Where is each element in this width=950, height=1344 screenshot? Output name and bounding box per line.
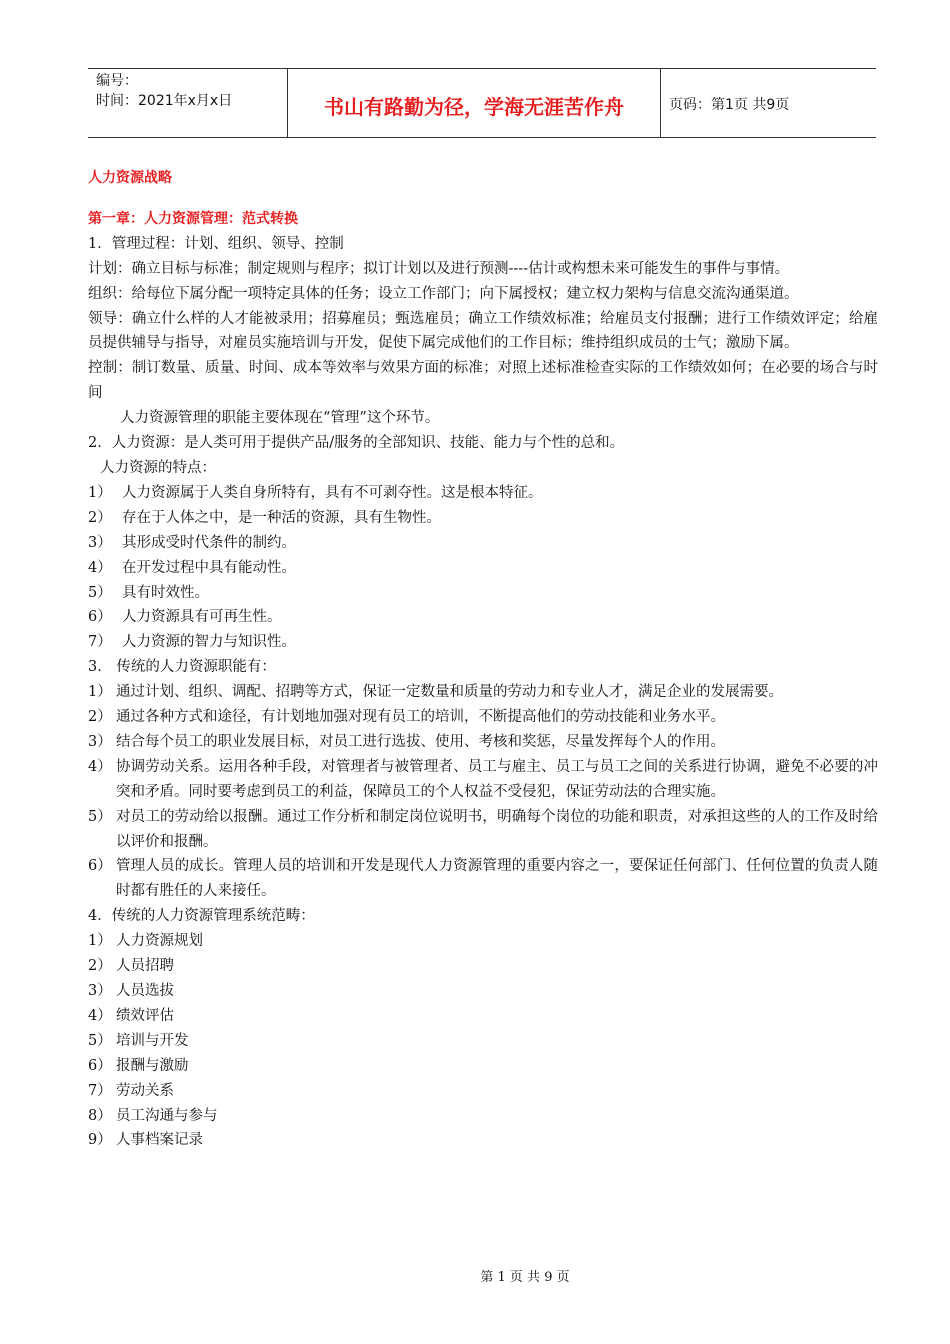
list-item (88, 1004, 878, 1029)
list-item-text: 具有时效性。 (122, 584, 209, 601)
list-item-text: 对员工的劳动给以报酬。通过工作分析和制定岗位说明书，明确每个岗位的功能和职责，对承担这些的人的工作及时给以评价和报酬。 (116, 808, 878, 850)
paragraph-organize: 组织：给每位下属分配一项特定具体的任务；设立工作部门；向下属授权；建立权力架构与信息交流沟通渠道。 (88, 285, 799, 302)
number-label: 编号： (96, 73, 138, 89)
time-label: 时间：2021年x月x日 (96, 93, 233, 109)
list-item-number: 3） (88, 733, 112, 750)
list-item-number: 5） (88, 584, 112, 601)
list-item-text: 管理人员的成长。管理人员的培训和开发是现代人力资源管理的重要内容之一，要保证任何部门、任何位置的负责人随时都有胜任的人来接任。 (116, 858, 878, 900)
list-item-number: 1） (88, 484, 112, 501)
list-item-number: 6） (88, 609, 112, 626)
list-item-text: 人员招聘 (116, 958, 174, 975)
list-item-text: 人员选拔 (116, 983, 174, 999)
list-item-number: 9） (88, 1132, 112, 1149)
list-item-text: 通过计划、组织、调配、招聘等方式，保证一定数量和质量的劳动力和专业人才，满足企业的发展需要。 (116, 684, 783, 701)
list-item (88, 755, 878, 805)
list-item-text: 劳动关系 (116, 1082, 174, 1099)
list-item-text: 培训与开发 (116, 1032, 189, 1049)
motto-text: 书山有路勤为径，学海无涯苦作舟 (324, 94, 624, 119)
list-item-number: 6） (88, 858, 112, 875)
list-item (88, 805, 878, 855)
list-item (88, 730, 878, 755)
list-item (88, 556, 878, 581)
list-item-text: 报酬与激励 (116, 1057, 189, 1074)
list-item-number: 8） (88, 1107, 112, 1124)
paragraph-lead: 领导：确立什么样的人才能被录用；招募雇员；甄选雇员；确立工作绩效标准；给雇员支付报酬；进行工作绩效评定；给雇员提供辅导与指导，对雇员实施培训与开发，促使下属完成他们的工作目标；维持组织成员的士气；激励下属。 (88, 310, 878, 352)
list-item (88, 630, 878, 655)
list-item-text: 人力资源具有可再生性。 (122, 609, 282, 626)
section-1-heading: 1．管理过程：计划、组织、领导、控制 (88, 235, 344, 252)
list-item-text: 人力资源规划 (116, 933, 203, 950)
page-number-label: 页码：第1页 共9页 (669, 97, 790, 113)
chapter-heading: 第一章：人力资源管理：范式转换 (88, 210, 298, 227)
list-item (88, 1104, 878, 1129)
page-number-cell (661, 69, 876, 137)
list-item (88, 979, 878, 1004)
list-item-text: 人事档案记录 (116, 1132, 203, 1149)
list-item-text: 人力资源属于人类自身所特有，具有不可剥夺性。这是根本特征。 (122, 484, 543, 501)
list-item-text: 其形成受时代条件的制约。 (122, 534, 296, 551)
motto-cell (287, 69, 661, 137)
list-item (88, 680, 878, 705)
list-item-number: 4） (88, 559, 112, 576)
list-item-number: 7） (88, 1082, 112, 1099)
list-item-text: 结合每个员工的职业发展目标，对员工进行选拔、使用、考核和奖惩，尽量发挥每个人的作用。 (116, 733, 725, 750)
list-item-number: 5） (88, 1032, 112, 1049)
list-item (88, 854, 878, 904)
list-item-text: 在开发过程中具有能动性。 (122, 559, 296, 576)
functions-list (88, 680, 878, 904)
paragraph-management-function: 人力资源管理的职能主要体现在“管理”这个环节。 (120, 410, 440, 427)
list-item (88, 1079, 878, 1104)
list-item-text: 绩效评估 (116, 1007, 174, 1024)
paragraph-plan: 计划：确立目标与标准；制定规则与程序；拟订计划以及进行预测----估计或构想未来可能发生的事件与事情。 (88, 260, 790, 277)
list-item-number: 4） (88, 758, 112, 775)
page-footer (0, 1266, 950, 1285)
section-4-heading: 4．传统的人力资源管理系统范畴： (88, 908, 315, 925)
list-item (88, 954, 878, 979)
list-item-number: 6） (88, 1057, 112, 1074)
section-3-heading: 3． 传统的人力资源职能有： (88, 659, 276, 676)
list-item (88, 581, 878, 606)
scope-list (88, 929, 878, 1153)
footer-page-number: 第 1 页 共 9 页 (480, 1270, 570, 1285)
list-item (88, 605, 878, 630)
section-2-heading: 2．人力资源：是人类可用于提供产品/服务的全部知识、技能、能力与个性的总和。 (88, 435, 625, 452)
list-item-number: 3） (88, 534, 112, 551)
features-list (88, 481, 878, 655)
list-item (88, 1029, 878, 1054)
list-item-text: 协调劳动关系。运用各种手段，对管理者与被管理者、员工与雇主、员工与员工之间的关系进行协调，避免不必要的冲突和矛盾。同时要考虑到员工的利益，保障员工的个人权益不受侵犯，保证劳动法的合理实施。 (116, 758, 878, 800)
list-item (88, 1128, 878, 1153)
list-item-text: 通过各种方式和途径，有计划地加强对现有员工的培训，不断提高他们的劳动技能和业务水平。 (116, 709, 725, 726)
list-item-number: 2） (88, 509, 112, 526)
list-item-number: 1） (88, 684, 112, 701)
list-item-number: 3） (88, 983, 112, 999)
list-item-text: 人力资源的智力与知识性。 (122, 634, 296, 651)
list-item-number: 2） (88, 958, 112, 975)
paragraph-control: 控制：制订数量、质量、时间、成本等效率与效果方面的标准；对照上述标准检查实际的工作绩效如何；在必要的场合与时间 (88, 360, 878, 402)
list-item (88, 506, 878, 531)
document-title: 人力资源战略 (88, 170, 172, 186)
list-item (88, 1054, 878, 1079)
document-body (88, 166, 878, 1153)
list-item-number: 4） (88, 1007, 112, 1024)
header-meta-cell (88, 69, 287, 137)
features-subheading: 人力资源的特点： (100, 459, 216, 476)
document-header (88, 68, 876, 138)
list-item-number: 5） (88, 808, 112, 825)
list-item (88, 929, 878, 954)
list-item-number: 2） (88, 709, 112, 726)
list-item (88, 481, 878, 506)
list-item-number: 7） (88, 634, 112, 651)
list-item-text: 员工沟通与参与 (116, 1107, 218, 1124)
list-item-text: 存在于人体之中，是一种活的资源，具有生物性。 (122, 509, 441, 526)
list-item-number: 1） (88, 933, 112, 950)
list-item (88, 705, 878, 730)
list-item (88, 531, 878, 556)
